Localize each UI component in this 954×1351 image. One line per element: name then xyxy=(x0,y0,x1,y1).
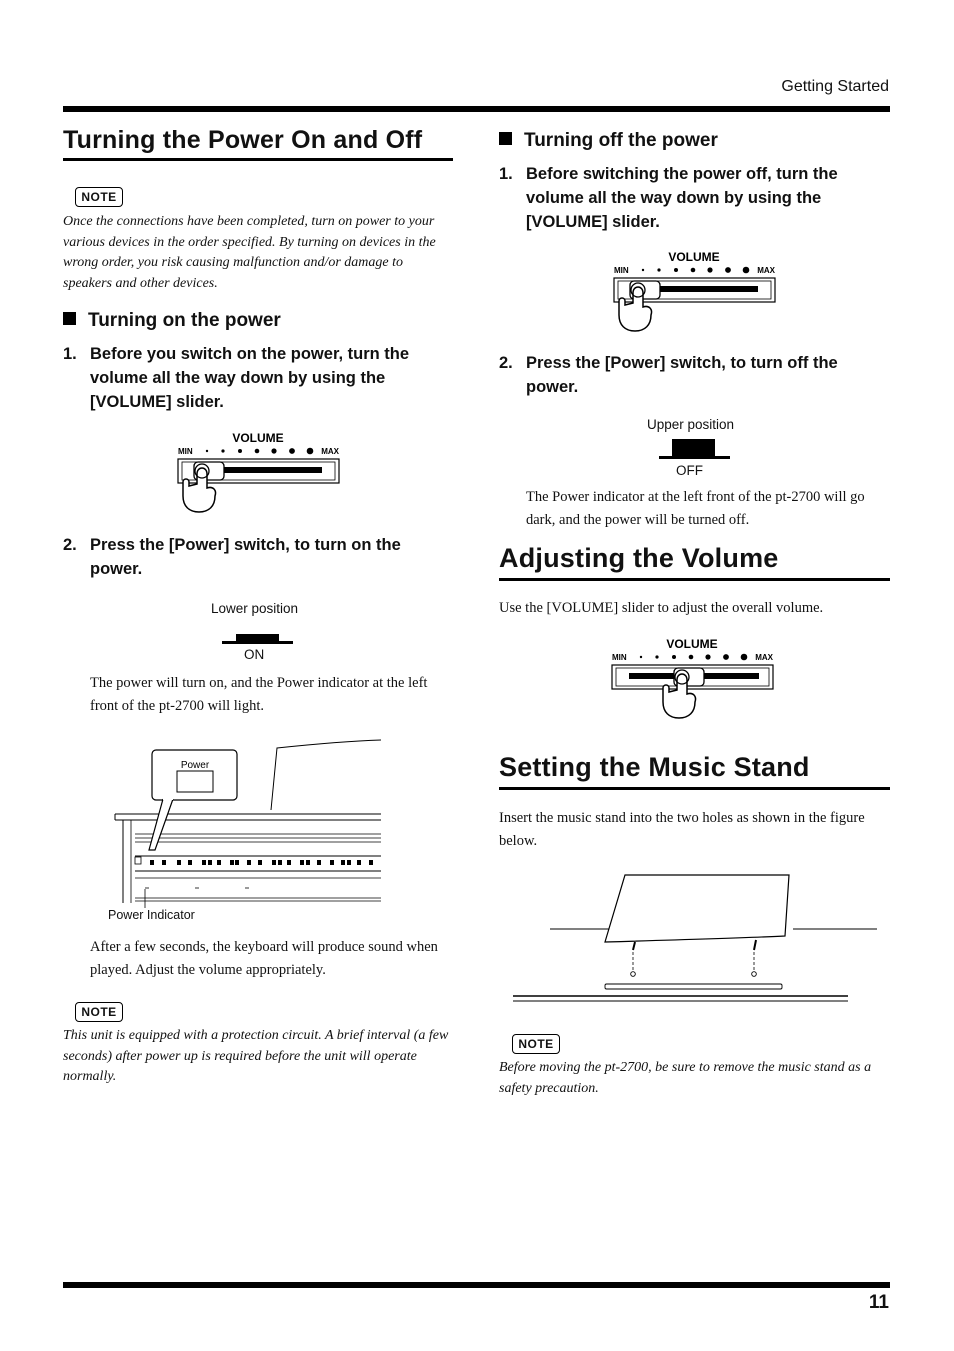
step-1-on: 1. Before you switch on the power, turn the volume all the way down by using the [VOLUME] slider. xyxy=(63,345,410,411)
note-badge: NOTE xyxy=(75,1002,123,1022)
paragraph-power-off: The Power indicator at the left front of the pt-2700 will go dark, and the power will be turned off. xyxy=(526,489,865,528)
switch-caption-off: OFF xyxy=(676,463,703,478)
note-text: This unit is equipped with a protection circuit. A brief interval (a few seconds) after power up is required before the unit will operate normally. xyxy=(63,1028,449,1084)
section-title-power: Turning the Power On and Off xyxy=(63,126,453,161)
section-title-volume: Adjusting the Volume xyxy=(499,543,890,581)
callout-power-label: Power xyxy=(180,760,210,771)
slider-max-label: MAX xyxy=(757,266,775,275)
volume-slider-min-figure xyxy=(611,247,781,333)
switch-caption-on: ON xyxy=(244,647,265,662)
slider-min-label: MIN xyxy=(612,653,627,662)
step-2-off: 2. Press the [Power] switch, to turn off the power. xyxy=(499,354,838,396)
music-stand-illustration xyxy=(505,868,885,1008)
paragraph-after-seconds: After a few seconds, the keyboard will produce sound when played. Adjust the volume appropriately. xyxy=(90,939,438,978)
step-2-on: 2. Press the [Power] switch, to turn on the power. xyxy=(63,536,401,578)
paragraph-power-on: The power will turn on, and the Power indicator at the left front of the pt-2700 will light. xyxy=(90,675,428,714)
volume-slider-min-figure xyxy=(175,428,345,514)
running-header: Getting Started xyxy=(781,78,889,95)
subheading-turning-on: Turning on the power xyxy=(63,310,281,332)
power-switch-upper-icon xyxy=(657,437,732,461)
square-bullet-icon xyxy=(499,132,512,145)
slider-min-label: MIN xyxy=(614,266,629,275)
square-bullet-icon xyxy=(63,312,76,325)
note-badge: NOTE xyxy=(75,187,123,207)
step-1-off: 1. Before switching the power off, turn the volume all the way down by using the [VOLUME] slider. xyxy=(499,165,838,231)
slider-title: VOLUME xyxy=(668,250,720,264)
page-number: 11 xyxy=(868,1292,889,1313)
top-rule xyxy=(63,106,890,112)
callout-power-indicator: Power Indicator xyxy=(108,908,195,922)
slider-max-label: MAX xyxy=(755,653,773,662)
paragraph-volume: Use the [VOLUME] slider to adjust the overall volume. xyxy=(499,600,824,616)
note-text: Once the connections have been completed, turn on power to your various devices in the order specified. By turning on devices in the wrong order, you risk causing malfunction and/or damage to speakers and other devices. xyxy=(63,214,436,291)
switch-caption-upper: Upper position xyxy=(647,417,735,432)
slider-title: VOLUME xyxy=(232,431,284,445)
note-text: Before moving the pt-2700, be sure to remove the music stand as a safety precaution. xyxy=(499,1060,872,1096)
subheading-turning-off: Turning off the power xyxy=(499,130,718,152)
switch-caption-lower: Lower position xyxy=(211,601,299,616)
power-switch-lower-icon xyxy=(220,630,295,646)
piano-front-illustration xyxy=(105,738,385,928)
note-badge: NOTE xyxy=(512,1034,560,1054)
volume-slider-mid-figure xyxy=(609,634,779,720)
slider-max-label: MAX xyxy=(321,447,339,456)
slider-title: VOLUME xyxy=(666,637,718,651)
bottom-rule xyxy=(63,1282,890,1288)
section-title-music-stand: Setting the Music Stand xyxy=(499,752,890,790)
slider-min-label: MIN xyxy=(178,447,193,456)
paragraph-music-stand: Insert the music stand into the two holes as shown in the figure below. xyxy=(499,810,865,849)
